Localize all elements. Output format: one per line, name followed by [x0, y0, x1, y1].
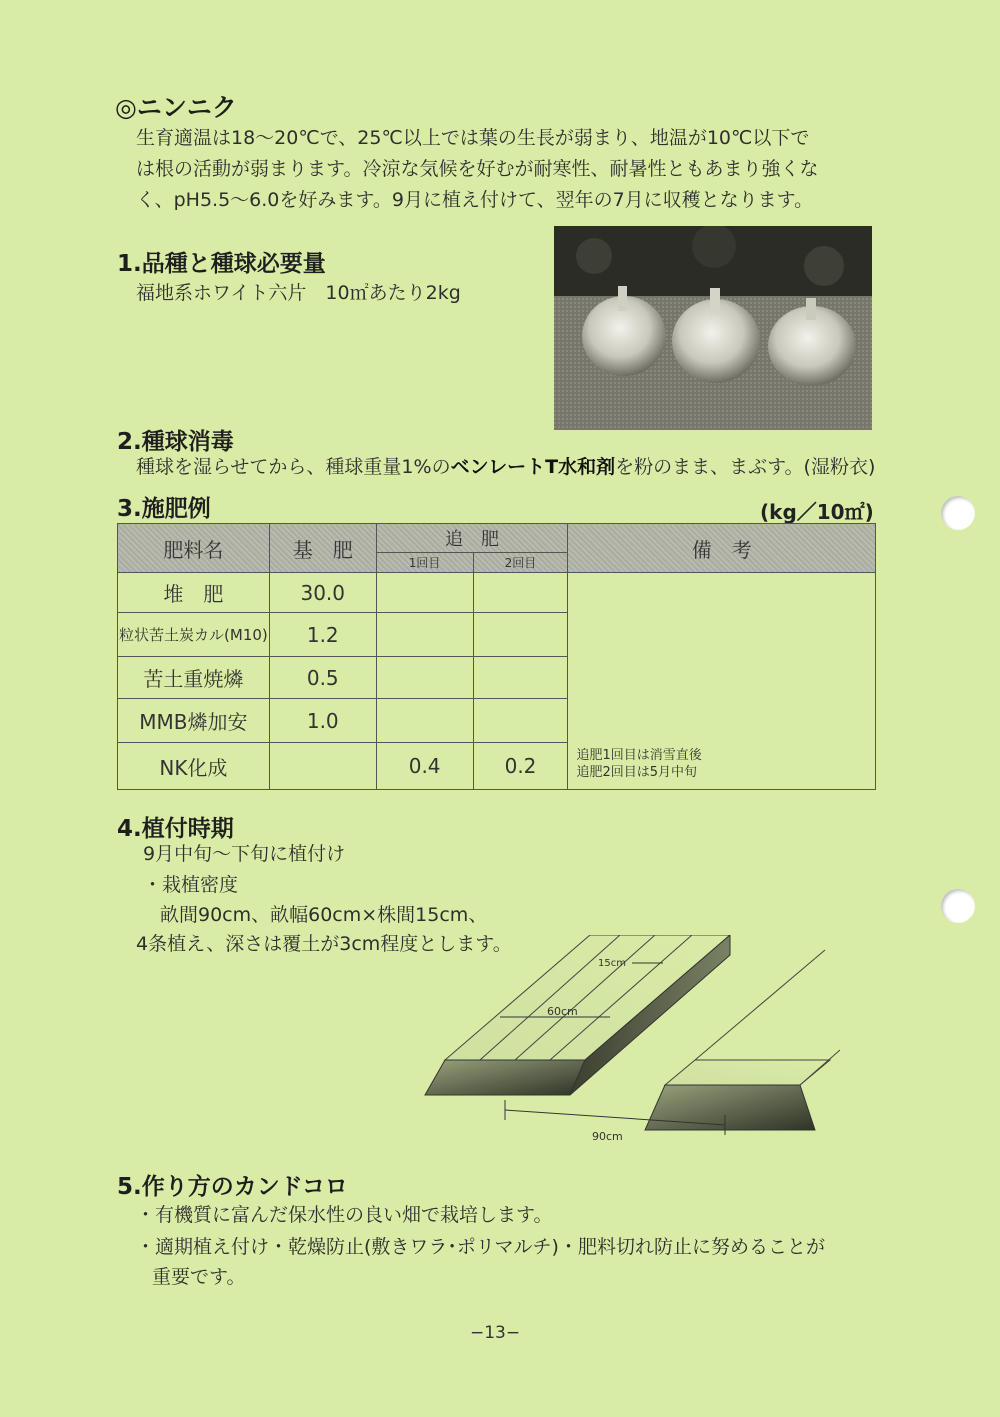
base-amount: [269, 743, 376, 790]
top2-amount: [473, 699, 568, 743]
header-top-dressing: 追 肥: [376, 524, 568, 553]
label-60cm: 60cm: [547, 1005, 578, 1018]
section4-line1: 9月中旬～下旬に植付け: [143, 843, 346, 865]
section5-bullet1: ・有機質に富んだ保水性の良い畑で栽培します。: [136, 1204, 553, 1226]
fertilizer-name: MMB燐加安: [118, 699, 270, 743]
section4-heading: 4.植付時期: [117, 816, 234, 842]
section1-heading: 1.品種と種球必要量: [117, 251, 326, 277]
table-row: [118, 573, 876, 613]
label-90cm: 90cm: [592, 1130, 623, 1143]
base-amount: 30.0: [269, 573, 376, 613]
section5-heading: 5.作り方のカンドコロ: [117, 1174, 348, 1200]
section2-heading: 2.種球消毒: [117, 429, 234, 455]
base-amount: 1.2: [269, 613, 376, 657]
top1-amount: [376, 699, 473, 743]
section2-text-post: を粉のまま、まぶす。(湿粉衣): [615, 456, 876, 478]
punch-hole-top: [941, 496, 975, 530]
remarks-cell: [568, 573, 876, 790]
header-top-dressing-2: 2回目: [473, 553, 568, 573]
section5-bullet2: ・適期植え付け・乾燥防止(敷きワラ･ポリマルチ)・肥料切れ防止に努めることが: [136, 1236, 825, 1258]
intro-line: く、pH5.5～6.0を好みます。9月に植え付けて、翌年の7月に収穫となります。: [136, 189, 814, 211]
punch-hole-bottom: [941, 889, 975, 923]
top1-amount: [376, 613, 473, 657]
planting-bed-diagram: [420, 935, 840, 1150]
remarks-line: 追肥2回目は5月中旬: [576, 765, 697, 780]
top2-amount: [473, 573, 568, 613]
fertilizer-name: NK化成: [118, 743, 270, 790]
fertilizer-name: 堆 肥: [118, 573, 270, 613]
top2-amount: [473, 657, 568, 699]
header-top-dressing-1: 1回目: [376, 553, 473, 573]
page-number: −13−: [470, 1323, 521, 1343]
intro-line: 生育適温は18～20℃で、25℃以上では葉の生長が弱まり、地温が10℃以下で: [136, 127, 810, 149]
top1-amount: 0.4: [376, 743, 473, 790]
section2-text-pre: 種球を湿らせてから、種球重量1%の: [136, 456, 451, 478]
fertilizer-table: [117, 523, 876, 790]
table-unit: (kg／10㎡): [760, 500, 874, 524]
top2-amount: 0.2: [473, 743, 568, 790]
base-amount: 0.5: [269, 657, 376, 699]
section4-line2: ・栽植密度: [143, 874, 239, 896]
header-fertilizer-name: 肥料名: [118, 524, 270, 573]
section5-bullet2-cont: 重要です。: [152, 1266, 246, 1288]
intro-line: は根の活動が弱まります。冷涼な気候を好むが耐寒性、耐暑性ともあまり強くな: [136, 158, 819, 180]
label-15cm: 15cm: [598, 958, 626, 969]
top1-amount: [376, 573, 473, 613]
section2-text: [136, 452, 875, 483]
section3-heading: 3.施肥例: [117, 496, 211, 522]
garlic-photo: [554, 226, 872, 430]
header-base-fertilizer: 基 肥: [269, 524, 376, 573]
fertilizer-name: 粒状苦土炭カル(M10): [118, 613, 270, 657]
page-title: ◎ニンニク: [115, 93, 237, 122]
section4-line3: 畝間90cm、畝幅60cm×株間15cm、: [160, 904, 488, 926]
section2-product-name: ベンレートT水和剤: [450, 456, 616, 478]
top2-amount: [473, 613, 568, 657]
base-amount: 1.0: [269, 699, 376, 743]
intro-paragraph: [136, 123, 896, 216]
header-remarks: 備 考: [568, 524, 876, 573]
section4-line4: 4条植え、深さは覆土が3cm程度とします。: [136, 933, 512, 955]
fertilizer-name: 苦土重焼燐: [118, 657, 270, 699]
section1-text: 福地系ホワイト六片 10㎡あたり2kg: [136, 282, 461, 304]
top1-amount: [376, 657, 473, 699]
remarks-line: 追肥1回目は消雪直後: [576, 748, 702, 763]
